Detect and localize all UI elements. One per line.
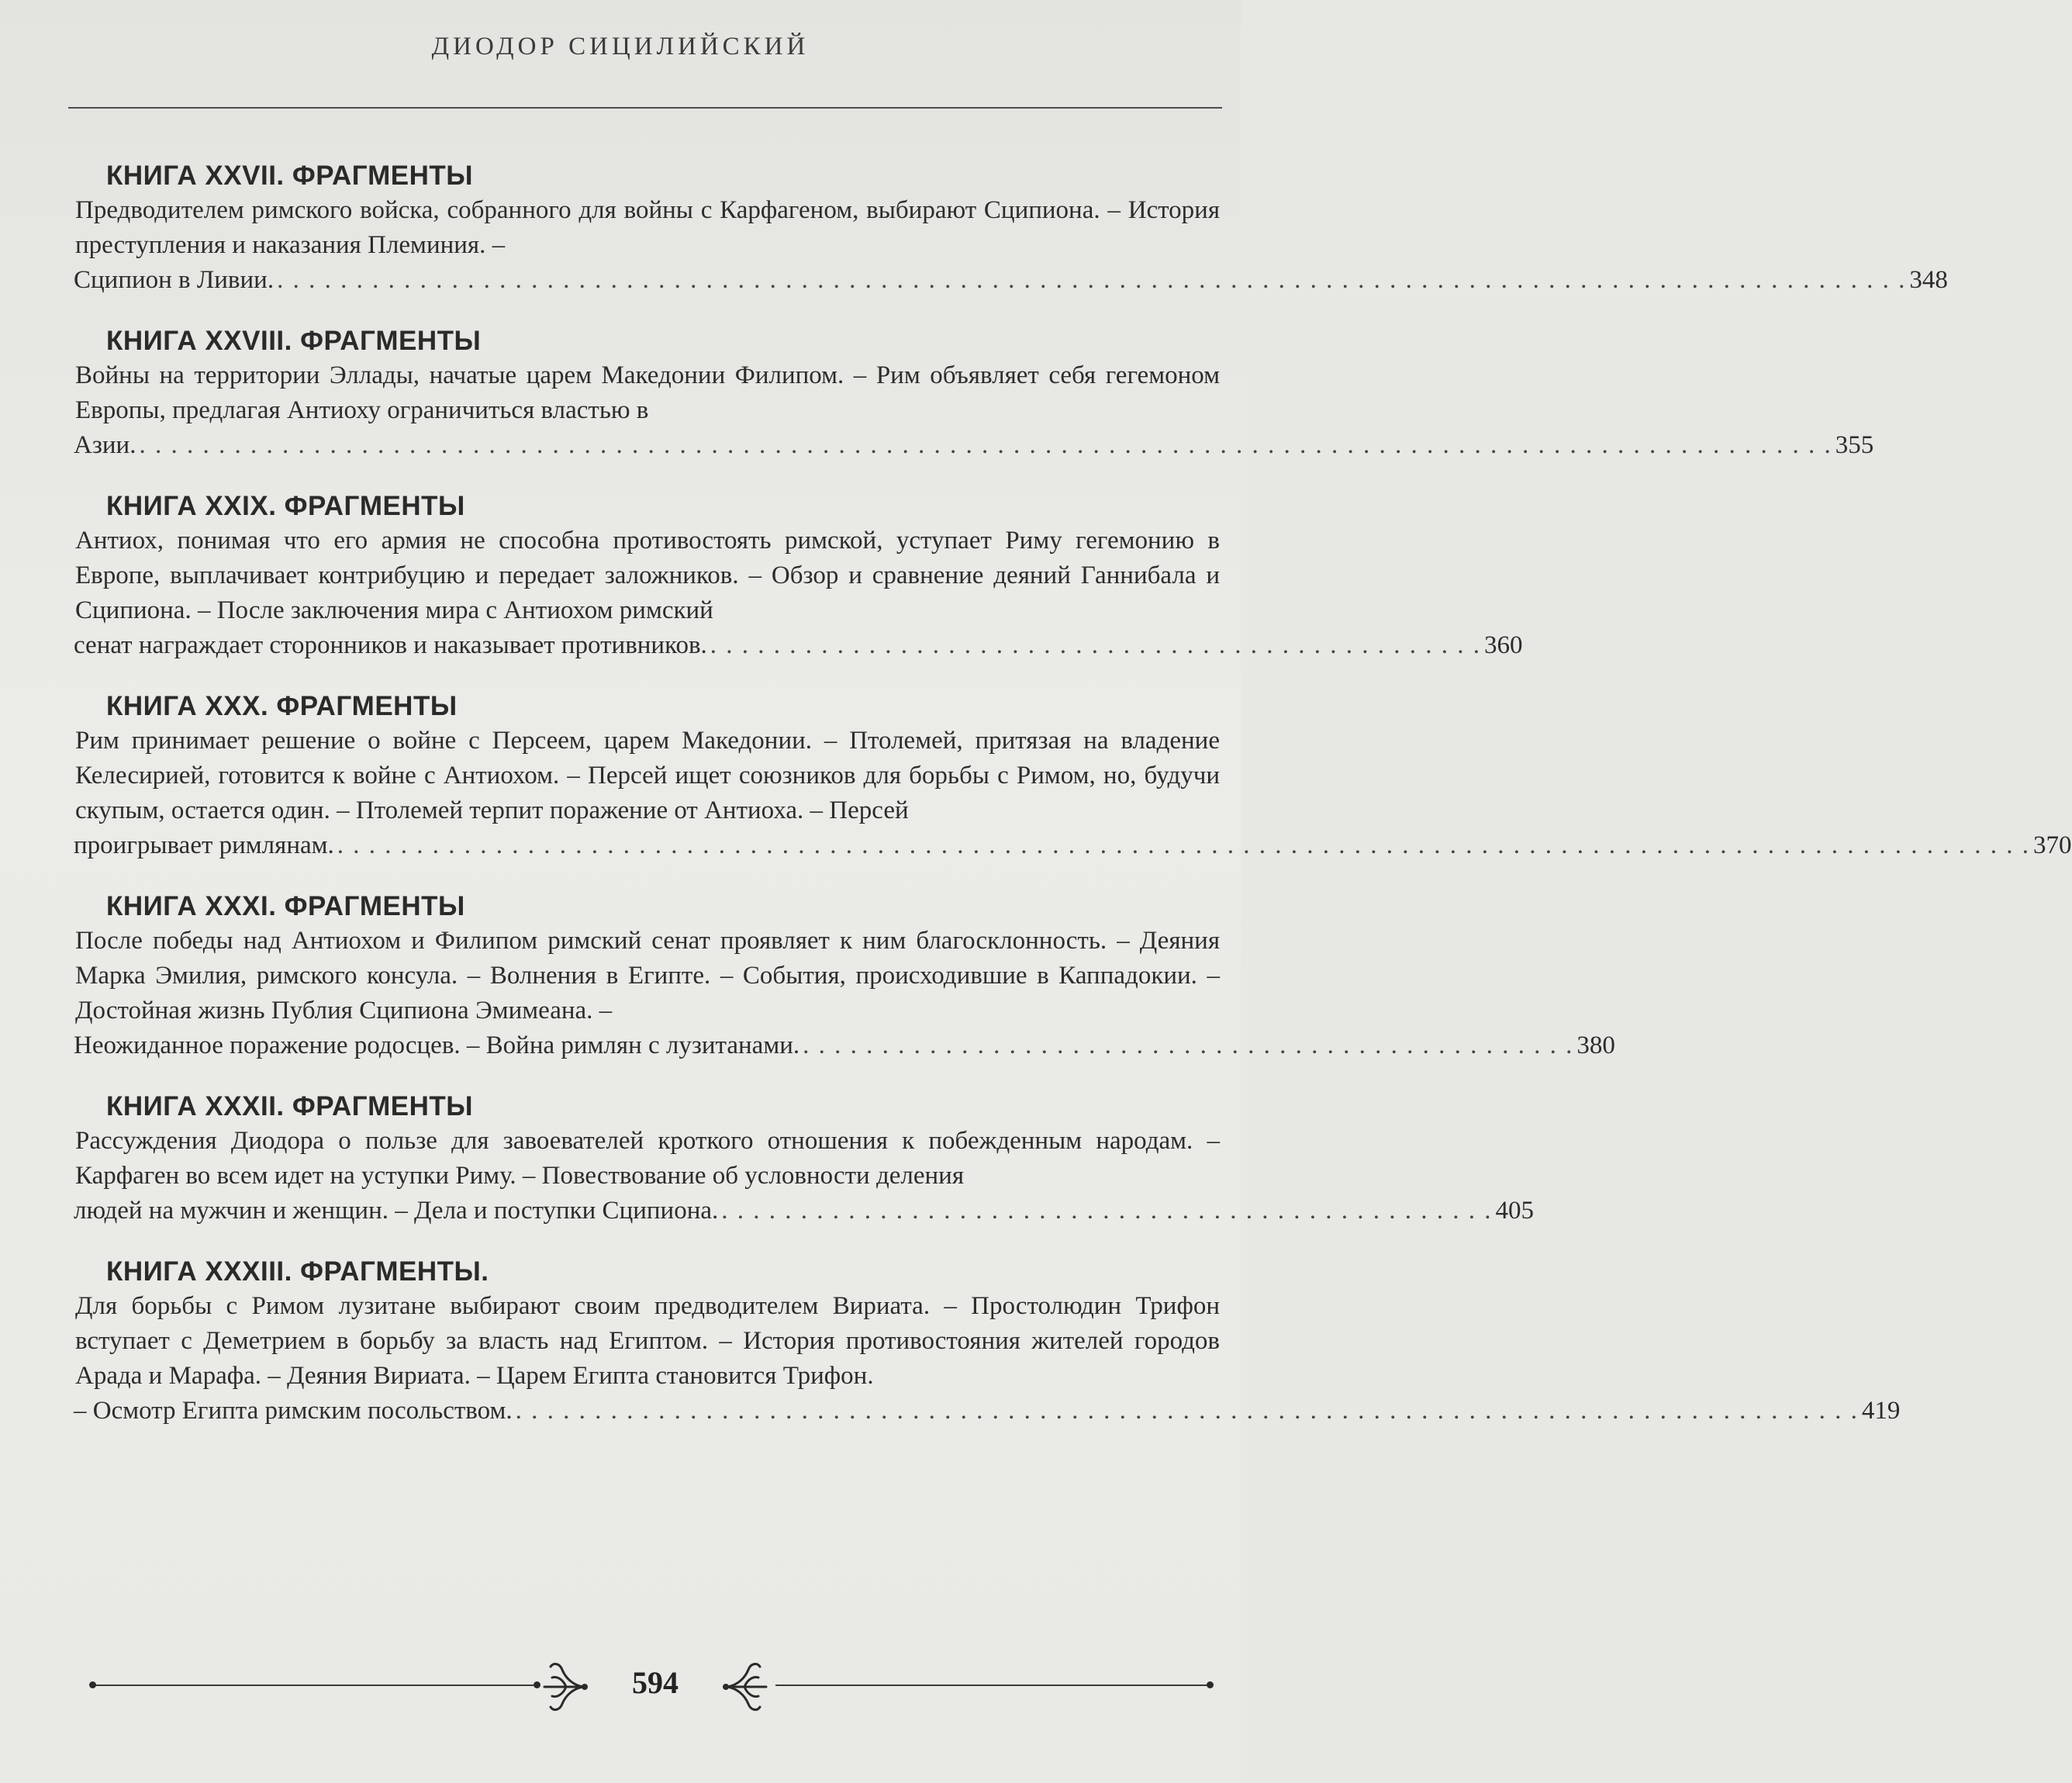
toc-description: Рим принимает решение о войне с Персеем, царем Македонии. – Птолемей, притязая на владение Келесирией, готовится к войне с Антиохом. – Персей ищет союзников для борьбы с Римом, но, будучи скупым, остается один. – Птолемей терпит поражение от Антиоха. – Персей [75, 727, 1220, 824]
toc-leader-line [74, 828, 2072, 863]
toc-description: После победы над Антиохом и Филипом римский сенат проявляет к ним благосклонность. – Деяния Марка Эмилия, римского консула. – Волнения в Египте. – События, происходившие в Каппадокии. – Достойная жизнь Публия Сципиона Эмимеана. – [75, 927, 1220, 1025]
toc-entry-book-28 [74, 324, 1874, 463]
toc-entry-book-33 [74, 1255, 1901, 1429]
toc-page-number: 355 [1835, 431, 1874, 459]
toc-page-number: 348 [1909, 266, 1948, 294]
footer-rule-end-dot [89, 1681, 96, 1688]
toc-heading: КНИГА XXXII. ФРАГМЕНТЫ [106, 1091, 474, 1121]
toc-page-number: 419 [1861, 1397, 1901, 1425]
page-number: 594 [632, 1665, 679, 1700]
toc-description: Предводителем римского войска, собранного для войны с Карфагеном, выбирают Сципиона. – История преступления и наказания Племиния. – [75, 196, 1220, 259]
toc-description-end: Неожиданное поражение родосцев. – Война римлян с лузитанами. [74, 1031, 800, 1059]
header-rule [68, 107, 1222, 109]
toc-leader-line [74, 263, 1948, 298]
running-header: ДИОДОР СИЦИЛИЙСКИЙ [431, 33, 810, 60]
dot-leader: . . . . . . . . . . . . . . . . . . . . . . . . . . . . . . . . . . . . . . . . . . . . . . . . . [721, 1197, 1493, 1225]
floral-ornament-icon [535, 1656, 589, 1718]
toc-leader-line [74, 1194, 1535, 1228]
toc-leader-line [74, 1394, 1901, 1429]
dot-leader: . . . . . . . . . . . . . . . . . . . . . . . . . . . . . . . . . . . . . . . . . . . . . . . . . [710, 631, 1482, 659]
toc-description: Рассуждения Диодора о пользе для завоевателей кроткого отношения к побежденным народам. – Карфаген во всем идет на уступки Риму. – Повествование об условности деления [75, 1127, 1220, 1190]
toc-heading: КНИГА XXXI. ФРАГМЕНТЫ [106, 891, 465, 921]
toc-leader-line [74, 1028, 1615, 1063]
toc-description: Антиох, понимая что его армия не способна противостоять римской, уступает Риму гегемонию в Европе, выплачивает контрибуцию и передает заложников. – Обзор и сравнение деяний Ганнибала и Сципиона. – После заключения мира с Антиохом римский [75, 527, 1220, 624]
dot-leader: . . . . . . . . . . . . . . . . . . . . . . . . . . . . . . . . . . . . . . . . . . . . . . . . . . . . . . . . . . . . . . . . . . . . . . . . . . . . . . . . . . . . . . . . . . . . . . . . . . . . . . . [277, 266, 1907, 294]
page-footer [0, 1652, 1241, 1745]
toc-description: Для борьбы с Римом лузитане выбирают своим предводителем Вириата. – Простолюдин Трифон вступает с Деметрием в борьбу за власть над Египтом. – История противостояния жителей городов Арада и Марафа. – Деяния Вириата. – Царем Египта становится Трифон. [75, 1292, 1220, 1390]
toc-entry-book-27 [74, 159, 1948, 298]
toc-description-end: проигрывает римлянам. [74, 831, 334, 859]
toc-page-number: 380 [1576, 1031, 1615, 1059]
toc-page-number: 370 [2033, 831, 2072, 859]
footer-rule-right [775, 1685, 1210, 1686]
toc-heading: КНИГА XXXIII. ФРАГМЕНТЫ. [106, 1256, 489, 1287]
toc-description-end: Азии. [74, 431, 136, 459]
toc-page-number: 405 [1495, 1197, 1535, 1225]
toc-entry-book-32 [74, 1090, 1535, 1228]
toc-heading: КНИГА XXX. ФРАГМЕНТЫ [106, 691, 458, 721]
toc-description-end: людей на мужчин и женщин. – Дела и поступки Сципиона. [74, 1197, 719, 1225]
dot-leader: . . . . . . . . . . . . . . . . . . . . . . . . . . . . . . . . . . . . . . . . . . . . . . . . . . . . . . . . . . . . . . . . . . . . . . . . . . . . . . . . . . . . . . . . . . . . . . . . . . . . . . . . . . . [337, 831, 2031, 859]
toc-description: Войны на территории Эллады, начатые царем Македонии Филипом. – Рим объявляет себя гегемоном Европы, предлагая Антиоху ограничиться властью в [75, 361, 1220, 424]
dot-leader: . . . . . . . . . . . . . . . . . . . . . . . . . . . . . . . . . . . . . . . . . . . . . . . . . . . . . . . . . . . . . . . . . . . . . . . . . . . . . . . . . . . . . [515, 1397, 1859, 1425]
dot-leader: . . . . . . . . . . . . . . . . . . . . . . . . . . . . . . . . . . . . . . . . . . . . . . . . . [803, 1031, 1574, 1059]
toc-description-end: сенат награждает сторонников и наказывает противников. [74, 631, 707, 659]
toc-heading: КНИГА XXVIII. ФРАГМЕНТЫ [106, 326, 482, 356]
toc-leader-line [74, 628, 1523, 663]
footer-rule-end-dot [1207, 1681, 1214, 1688]
toc-page-number: 360 [1484, 631, 1523, 659]
toc-entry-book-30 [74, 689, 2072, 863]
toc-leader-line [74, 428, 1874, 463]
table-of-contents [74, 159, 2072, 1455]
dot-leader: . . . . . . . . . . . . . . . . . . . . . . . . . . . . . . . . . . . . . . . . . . . . . . . . . . . . . . . . . . . . . . . . . . . . . . . . . . . . . . . . . . . . . . . . . . . . . . . . . . . . . . . . . . . [139, 431, 1832, 459]
toc-heading: КНИГА XXVII. ФРАГМЕНТЫ [106, 161, 474, 191]
floral-ornament-icon [721, 1656, 775, 1718]
toc-heading: КНИГА XXIX. ФРАГМЕНТЫ [106, 491, 465, 521]
toc-description-end: – Осмотр Египта римским посольством. [74, 1397, 513, 1425]
footer-rule-left [93, 1685, 534, 1686]
toc-entry-book-29 [74, 489, 1523, 663]
toc-description-end: Сципион в Ливии. [74, 266, 275, 294]
toc-entry-book-31 [74, 890, 1615, 1063]
